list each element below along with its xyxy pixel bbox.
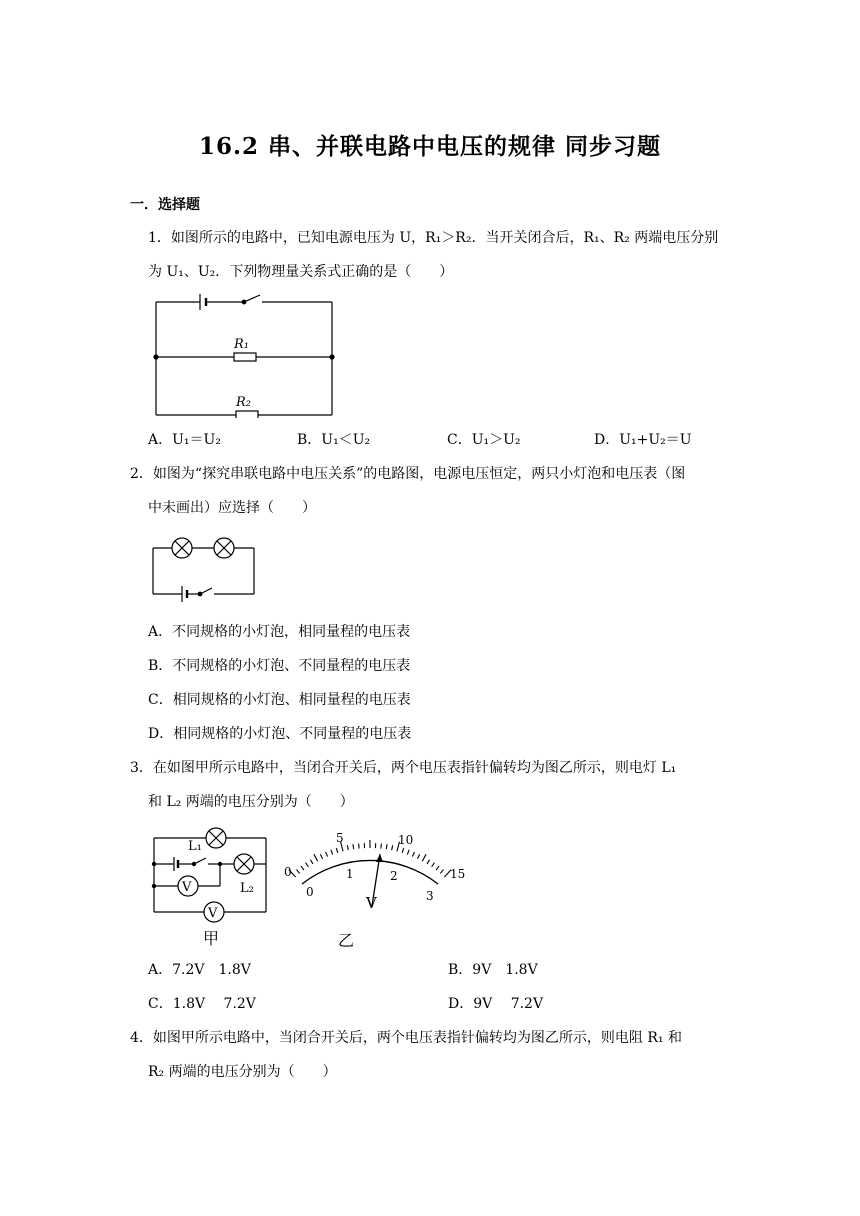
q1-text-line1: 1．如图所示的电路中，已知电源电压为 U，R₁＞R₂．当开关闭合后，R₁、R₂ 两端电压分别 (148, 230, 719, 246)
q3-dial-ticks (289, 840, 451, 877)
dial-tick (440, 870, 443, 874)
q3-option-d[interactable]: D．9V 7.2V (448, 996, 544, 1012)
dial-tick (432, 863, 435, 867)
dial-tick (296, 870, 299, 874)
q1-option-c[interactable]: C．U₁＞U₂ (447, 432, 521, 448)
dial-tick (336, 848, 337, 853)
q1-circuit-figure (150, 290, 340, 418)
q3-caption-yi: 乙 (338, 931, 355, 950)
dial-tick (407, 850, 409, 855)
section-heading: 一．选择题 (130, 197, 200, 213)
q1-label-r1: R₁ (234, 337, 249, 352)
q3-text-line2: 和 L₂ 两端的电压分别为（ ） (148, 794, 354, 810)
q3-voltmeter-label-1: V (182, 880, 192, 895)
q3-dial-outer-15: 15 (450, 867, 466, 881)
dial-tick (314, 854, 318, 861)
q3-voltmeter-label-2: V (208, 906, 218, 921)
dial-tick (353, 844, 354, 849)
q4-text-line2: R₂ 两端的电压分别为（ ） (148, 1064, 337, 1080)
dial-tick (402, 848, 403, 853)
q3-dial-outer-0: 0 (284, 865, 292, 879)
q3-dial-unit: V (366, 894, 377, 912)
dial-tick (427, 860, 430, 864)
q2-text-line1: 2．如图为“探究串联电路中电压关系”的电路图，电源电压恒定，两只小灯泡和电压表（图 (130, 466, 686, 482)
q2-circuit-figure (148, 534, 260, 606)
dial-tick (436, 866, 439, 870)
dial-tick (306, 863, 309, 867)
q3-text-line1: 3．在如图甲所示电路中，当闭合开关后，两个电压表指针偏转均为图乙所示，则电灯 L₁ (130, 760, 677, 776)
dial-tick (392, 845, 393, 850)
dial-tick (320, 854, 322, 859)
page-title: 16.2 串、并联电路中电压的规律 同步习题 (198, 133, 662, 160)
dial-tick (422, 854, 426, 861)
q2-option-c[interactable]: C．相同规格的小灯泡、相同量程的电压表 (148, 692, 411, 708)
dial-tick (331, 850, 333, 855)
q3-dial-inner-0: 0 (306, 885, 314, 899)
q3-option-b[interactable]: B．9V 1.8V (448, 962, 538, 978)
q3-dial-outer-5: 5 (336, 831, 344, 845)
dial-tick (386, 844, 387, 849)
q1-option-d[interactable]: D．U₁+U₂＝U (594, 432, 692, 448)
q3-dial-inner-2: 2 (390, 869, 398, 883)
q3-dial-inner-3: 3 (426, 889, 434, 903)
q3-option-a[interactable]: A．7.2V 1.8V (148, 962, 251, 978)
q3-caption-jia: 甲 (203, 929, 220, 948)
q3-dial-outer-10: 10 (398, 833, 414, 847)
q3-label-l2: L₂ (240, 881, 254, 896)
q1-option-b[interactable]: B．U₁＜U₂ (297, 432, 371, 448)
q2-text-line2: 中未画出）应选择（ ） (148, 500, 316, 516)
q3-label-l1: L₁ (188, 839, 202, 854)
dial-tick (301, 866, 304, 870)
dial-tick (417, 854, 419, 859)
dial-tick (347, 845, 348, 850)
q2-option-a[interactable]: A．不同规格的小灯泡，相同量程的电压表 (148, 624, 411, 640)
q2-option-d[interactable]: D．相同规格的小灯泡、不同量程的电压表 (148, 726, 412, 742)
q3-dial-inner-1: 1 (346, 867, 354, 881)
dial-tick (412, 852, 414, 857)
q1-text-line2: 为 U₁、U₂．下列物理量关系式正确的是（ ） (148, 264, 454, 280)
q1-label-r2: R₂ (236, 395, 251, 410)
q2-option-b[interactable]: B．不同规格的小灯泡、不同量程的电压表 (148, 658, 411, 674)
q3-voltmeter-dial (280, 826, 470, 950)
q3-option-c[interactable]: C．1.8V 7.2V (148, 996, 256, 1012)
q4-text-line1: 4．如图甲所示电路中，当闭合开关后，两个电压表指针偏转均为图乙所示，则电阻 R₁ 和 (130, 1030, 682, 1046)
q3-circuit-figure (148, 824, 278, 950)
dial-tick (326, 852, 328, 857)
q1-option-a[interactable]: A．U₁＝U₂ (148, 432, 221, 448)
dial-tick (310, 860, 313, 864)
